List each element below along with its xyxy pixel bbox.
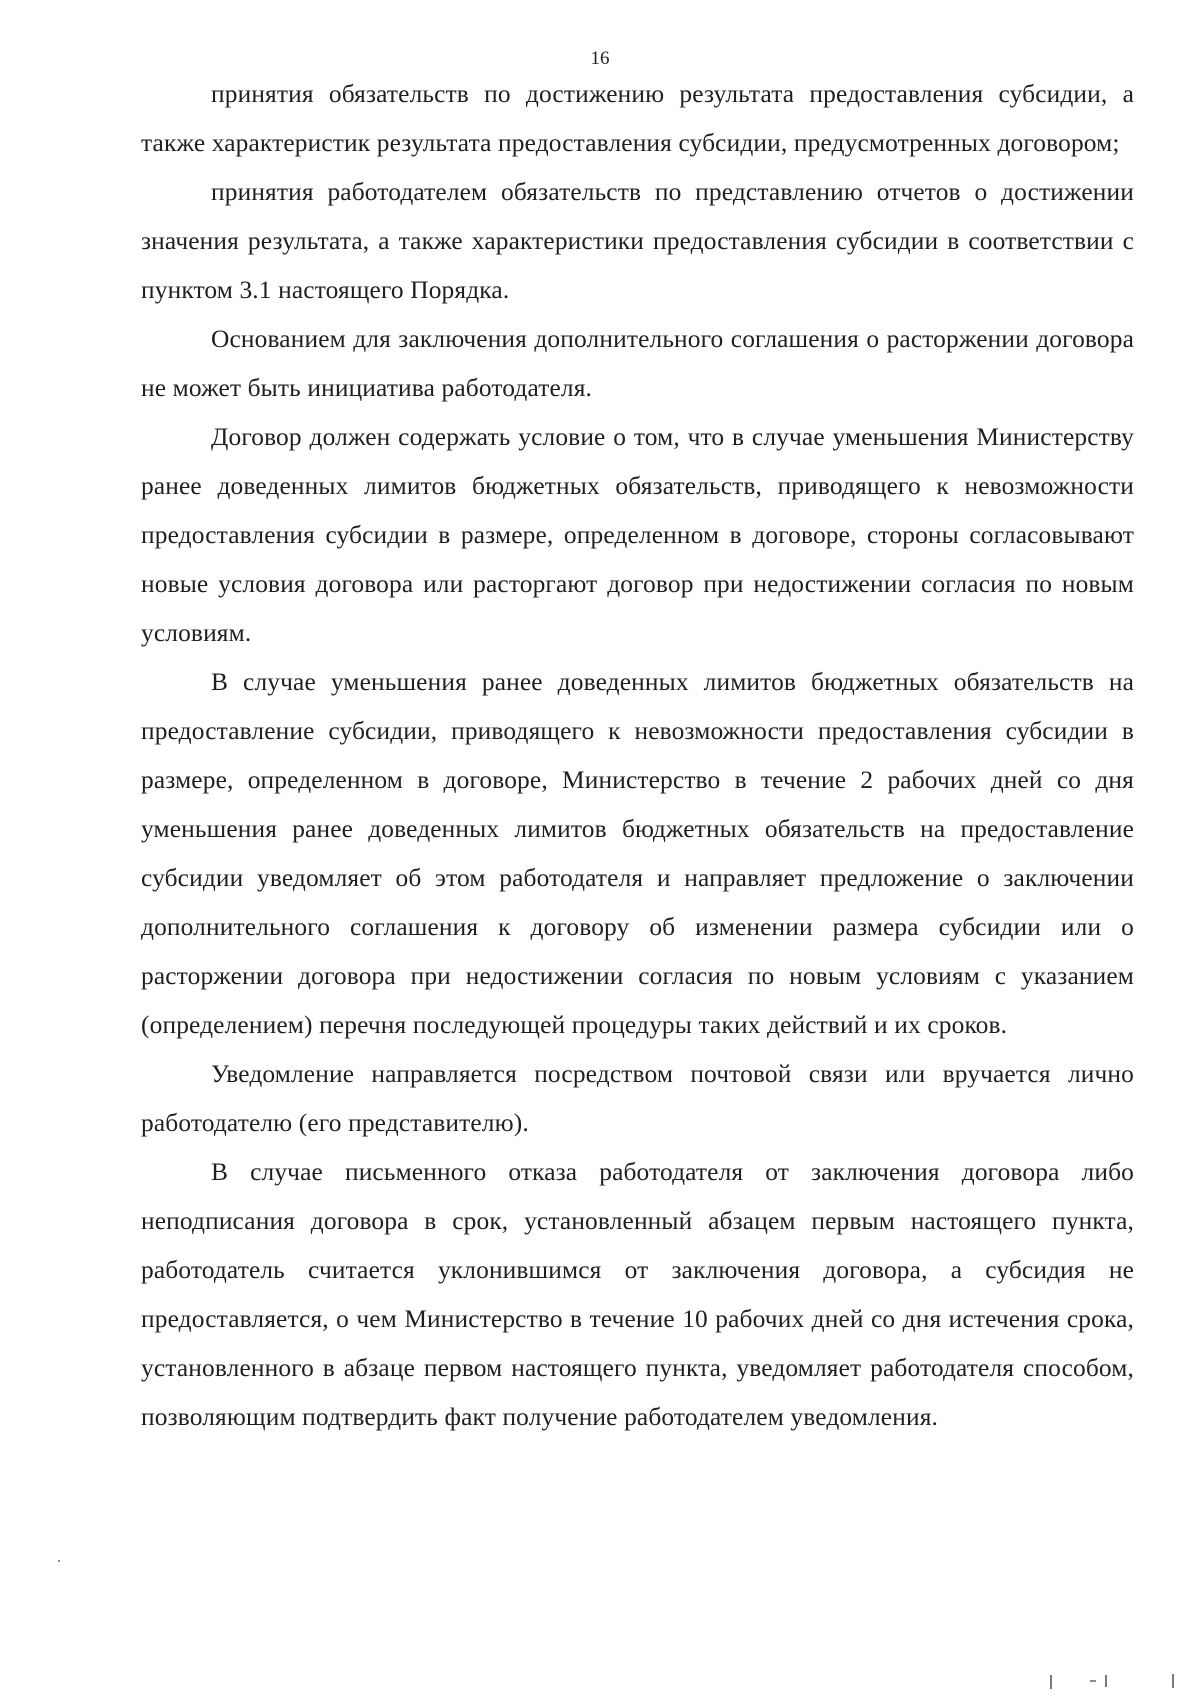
scan-speck [1090, 1680, 1096, 1682]
document-body [141, 70, 1134, 1442]
paragraph-obligations-reports: принятия работодателем обязательств по представлению отчетов о достижении значения результата, а также характеристики предоставления субсидии в соответствии с пунктом 3.1 настоящего Порядка. [141, 178, 1134, 304]
paragraph-contract-condition: Договор должен содержать условие о том, что в случае уменьшения Министерству ранее доведенных лимитов бюджетных обязательств, приводящего к невозможности предоставления субсидии в размере, определенном в договоре, стороны согласовывают новые условия договора или расторгают договор при недостижении согласия по новым условиям. [141, 423, 1134, 647]
scan-speck [58, 1560, 60, 1562]
paragraph-termination-basis: Основанием для заключения дополнительного соглашения о расторжении договора не может быть инициатива работодателя. [141, 325, 1134, 402]
scan-speck [1172, 1674, 1174, 1688]
paragraph-limits-reduction: В случае уменьшения ранее доведенных лимитов бюджетных обязательств на предоставление субсидии, приводящего к невозможности предоставления субсидии в размере, определенном в договоре, Министерство в течение 2 рабочих дней со дня уменьшения ранее доведенных лимитов бюджетных обязательств на предоставление субсидии уведомляет об этом работодателя и направляет предложение о заключении дополнительного соглашения к договору об изменении размера субсидии или о расторжении договора при недостижении согласия по новым условиям с указанием (определением) перечня последующей процедуры таких действий и их сроков. [141, 668, 1134, 1039]
page-number: 16 [590, 48, 610, 69]
scan-speck [1050, 1675, 1052, 1689]
scan-speck [1105, 1675, 1107, 1687]
paragraph-refusal: В случае письменного отказа работодателя от заключения договора либо неподписания договора в срок, установленный абзацем первым настоящего пункта, работодатель считается уклонившимся от заключения договора, а субсидия не предоставляется, о чем Министерство в течение 10 рабочих дней со дня истечения срока, установленного в абзаце первом настоящего пункта, уведомляет работодателя способом, позволяющим подтвердить факт получение работодателем уведомления. [141, 1158, 1134, 1431]
paragraph-notification: Уведомление направляется посредством почтовой связи или вручается лично работодателю (его представителю). [141, 1060, 1134, 1137]
paragraph-obligations-result: принятия обязательств по достижению результата предоставления субсидии, а также характеристик результата предоставления субсидии, предусмотренных договором; [141, 80, 1134, 157]
